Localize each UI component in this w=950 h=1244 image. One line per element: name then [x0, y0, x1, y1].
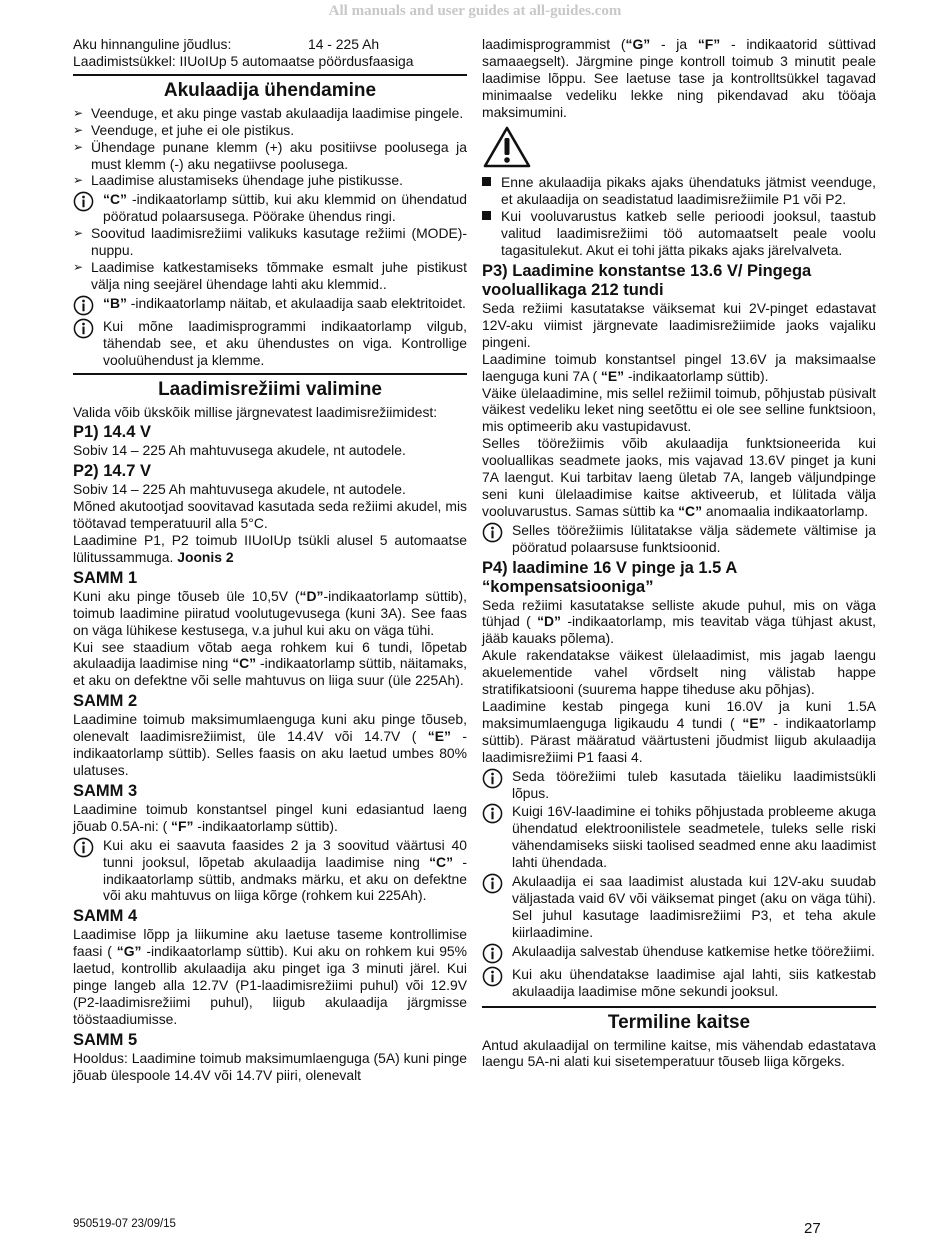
p2-title: P2) 14.7 V	[73, 462, 151, 481]
p2-text: Sobiv 14 – 225 Ah mahtuvusega akudele, nt autodele.	[73, 481, 406, 498]
p4-text: Laadimine kestab pingega kuni 16.0V ja kuni 1.5A maksimumlaenguga ligikaudu 4 tundi ( “E” - indikaatorlamp süttib). Pärast määratud väärtusteni jõudmist liigub akulaadija laadimisrežiimi P1 faasi 4.	[482, 698, 877, 765]
info-note: Kui aku ei saavuta faasides 2 ja 3 soovitud väärtusi 40 tunni jooksul, lõpetab akulaadija laadimise ning “C” -indikaatorlamp süttib, andmaks märku, et aku on defektne või aku mahtuvus on liiga kõrge (rohkem kui 225Ah).	[73, 837, 467, 905]
step4-title: SAMM 4	[73, 907, 138, 926]
arrow-bullet-icon: ➢	[73, 105, 84, 120]
left-column	[73, 36, 467, 1084]
info-note: Akulaadija ei saa laadimist alustada kui 12V-aku suudab väljastada vaid 6V või väiksemat pinget (aku on väga tühi). Sel juhul kasutage laadimisrežiimi P3, et teha akule kiirlaadimine.	[482, 873, 876, 941]
info-note: “C” -indikaatorlamp süttib, kui aku klemmid on ühendatud pööratud polaarsusega. Pöörake ühendus ringi.	[73, 191, 467, 225]
step5-continued: laadimisprogrammist (“G” - ja “F” - indikaatorid süttivad samaaegselt). Järgmine pinge kontroll toimub 3 minutit peale laadimise lõppu. See laetuse tase ja kontrolltsükkel tagavad minimaalse vedeliku lekke ning pikendavad aku tööaja maksimumini.	[482, 36, 876, 120]
info-icon	[482, 768, 512, 789]
warning-item: Kui vooluvarustus katkeb selle perioodi jooksul, taastub valitud laadimisrežiimi töö automaatselt peale voolu tagasitulekut. Akut ei tohi jätta pikaks ajaks järelvalveta.	[482, 208, 876, 259]
spec-capacity	[73, 36, 467, 53]
heading-thermal: Termiline kaitse	[482, 1006, 876, 1037]
list-item: ➢ Veenduge, et aku pinge vastab akulaadija laadimise pingele.	[73, 104, 464, 121]
p1-title: P1) 14.4 V	[73, 423, 151, 442]
arrow-bullet-icon: ➢	[73, 226, 84, 241]
p3-title: P3) Laadimine konstantse 13.6 V/ Pingega vooluallikaga 212 tundi	[482, 261, 812, 299]
info-icon	[73, 318, 103, 339]
p4-text: Akule rakendatakse väikest ülelaadimist, mis jagab laengu akuelementide vahel võrdselt ning välistab happe stratifikatsiooni (suurema happe tiheduse aku põhjas).	[482, 647, 876, 698]
info-note: Seda töörežiimi tuleb kasutada täieliku laadimistsükli lõpus.	[482, 768, 876, 802]
p2-text: Mõned akutootjad soovitavad kasutada seda režiimi akudel, mis töötavad temperatuuril alla 5°C.	[73, 498, 467, 532]
info-icon	[482, 803, 512, 824]
step4-text: Laadimise lõpp ja liikumine aku laetuse taseme kontrollimise faasi ( “G” -indikaatorlamp süttib). Kui aku on rohkem kui 95% laetud, kontrollib akulaadija aku pinget iga 3 minuti järel. Kui pinge langeb alla 12.7V (P1-laadimisrežiimi puhul) või 12.9V (P2-laadimisrežiimi puhul), liigub akulaadija järgmisse tööstaadiumisse.	[73, 926, 467, 1027]
list-item: ➢ Laadimise katkestamiseks tõmmake esmalt juhe pistikust välja ning seejärel ühendage lahti aku klemmid..	[73, 258, 467, 292]
info-note: Selles töörežiimis lülitatakse välja sädemete vältimise ja pööratud polaarsuse funktsioonid.	[482, 522, 876, 556]
p1-text: Sobiv 14 – 225 Ah mahtuvusega akudele, nt autodele.	[73, 442, 406, 459]
p3-text: Selles töörežiimis võib akulaadija funktsioneerida kui vooluallikas seadmete jaoks, mis vajavad 13.6V pinget ja kuni 7A laengut. Kui tarbitav laeng ületab 7A, langeb väljundpinge seni kuni ülelaadimise kaitse aktiveerub, et lülitada välja vooluvarustus. Samas süttib ka “C” anomaalia indikaatorlamp.	[482, 435, 876, 519]
p3-text: Laadimine toimub konstantsel pingel 13.6V ja maksimaalse laenguga kuni 7A ( “E” -indikaatorlamp süttib).	[482, 350, 876, 384]
heading-select-mode: Laadimisrežiimi valimine	[73, 373, 467, 404]
p2-text: Laadimine P1, P2 toimub IIUoIUp tsükli alusel 5 automaatse lülitussammuga. Joonis 2	[73, 532, 467, 565]
arrow-bullet-icon: ➢	[73, 122, 84, 137]
page-number: 27	[804, 1220, 821, 1237]
info-icon	[73, 191, 103, 212]
thermal-text: Antud akulaadijal on termiline kaitse, mis vähendab edastatava laengu 5A-ni alati kui sisetemperatuur tõuseb liiga kõrgeks.	[482, 1036, 876, 1070]
list-item: ➢ Laadimise alustamiseks ühendage juhe pistikusse.	[73, 172, 403, 189]
info-icon	[482, 522, 512, 543]
spec-capacity-label: Aku hinnanguline jõudlus:	[73, 36, 232, 52]
info-icon	[482, 943, 512, 964]
warning-item: Enne akulaadija pikaks ajaks ühendatuks jätmist veenduge, et akulaadija on seadistatud laadimisrežiimile P1 või P2.	[482, 174, 876, 208]
list-item: ➢ Veenduge, et juhe ei ole pistikus.	[73, 121, 295, 138]
watermark: All manuals and user guides at all-guides.com	[328, 3, 622, 19]
document-code: 950519-07 23/09/15	[73, 1218, 176, 1230]
info-icon	[73, 295, 103, 316]
p4-text: Seda režiimi kasutatakse selliste akude puhul, mis on väga tühjad ( “D” -indikaatorlamp, mis teavitab väga tühjast akust, jääb kauaks põlema).	[482, 596, 876, 647]
step1-text: Kuni aku pinge tõuseb üle 10,5V (“D”-indikaatorlamp süttib), toimub laadimine piiratud voolutugevusega (kuni 3A). See faas on väga lühikese kestusega, v.a juhul kui aku on väga tühi.	[73, 587, 467, 638]
step1-text: Kui see staadium võtab aega rohkem kui 6 tundi, lõpetab akulaadija laadimise ning “C” -indikaatorlamp süttib, näitamaks, et aku on defektne või selle mahtuvus on liiga suur (üle 225Ah).	[73, 638, 467, 689]
list-item: ➢ Soovitud laadimisrežiimi valikuks kasutage režiimi (MODE)-nuppu.	[73, 225, 467, 259]
square-bullet-icon	[482, 208, 501, 220]
info-note: Akulaadija salvestab ühenduse katkemise hetke töörežiimi.	[482, 943, 876, 964]
warning-triangle-icon	[482, 125, 876, 173]
step2-title: SAMM 2	[73, 692, 138, 711]
step1-title: SAMM 1	[73, 568, 138, 587]
step5-title: SAMM 5	[73, 1030, 138, 1049]
select-intro: Valida võib ükskõik millise järgnevatest laadimisrežiimidest:	[73, 403, 438, 420]
p4-title: P4) laadimine 16 V pinge ja 1.5 A “kompensatsiooniga”	[482, 558, 737, 596]
square-bullet-icon	[482, 174, 501, 186]
right-column	[482, 36, 876, 1070]
spec-cycle: Laadimistsükkel: IIUoIUp 5 automaatse pöördusfaasiga	[73, 52, 414, 69]
step3-title: SAMM 3	[73, 781, 138, 800]
list-item: ➢ Ühendage punane klemm (+) aku positiivse poolusega ja must klemm (-) aku negatiivse poolusega.	[73, 138, 467, 172]
arrow-bullet-icon: ➢	[73, 173, 84, 188]
heading-connect: Akulaadija ühendamine	[73, 74, 467, 105]
info-note: Kui mõne laadimisprogrammi indikaatorlamp vilgub, tähendab see, et aku ühendustes on viga. Kontrollige vooluühendust ja klemme.	[73, 318, 467, 369]
step5-text: Hooldus: Laadimine toimub maksimumlaenguga (5A) kuni pinge jõuab ülespoole 14.4V või 14.7V piiri, olenevalt	[73, 1049, 467, 1083]
info-icon	[482, 873, 512, 894]
info-note: “B” -indikaatorlamp näitab, et akulaadija saab elektritoidet.	[73, 295, 467, 316]
arrow-bullet-icon: ➢	[73, 139, 84, 154]
step2-text: Laadimine toimub maksimumlaenguga kuni aku pinge tõuseb, olenevalt laadimisrežiimist, üle 14.4V või 14.7V ( “E” -indikaatorlamp süttib). Selles faasis on aku laetud umbes 80% ulatuses.	[73, 711, 467, 778]
info-note: Kui aku ühendatakse laadimise ajal lahti, siis katkestab akulaadija laadimise mõne sekundi jooksul.	[482, 966, 876, 1000]
info-icon	[73, 837, 103, 858]
info-note: Kuigi 16V-laadimine ei tohiks põhjustada probleeme akuga ühendatud elektroonilistele seadmetele, tuleks selle riski vähendamiseks siiski taolised seadmed enne aku laadimist lahti ühendada.	[482, 803, 876, 871]
spec-capacity-value: 14 - 225 Ah	[308, 36, 380, 52]
p3-text: Väike ülelaadimine, mis sellel režiimil toimub, põhjustab püsivalt väikest vedeliku leket ning seetõttu ei ole see selline funktsioon, mis optimeerib aku vastupidavust.	[482, 384, 876, 435]
step3-text: Laadimine toimub konstantsel pingel kuni edasiantud laeng jõuab 0.5A-ni: ( “F” -indikaatorlamp süttib).	[73, 800, 467, 834]
info-icon	[482, 966, 512, 987]
arrow-bullet-icon: ➢	[73, 259, 84, 274]
p3-text: Seda režiimi kasutatakse väiksemat kui 2V-pinget edastavat 12V-aku viimist järgnevate laadimisrežiimide jaoks vajaliku pingeni.	[482, 299, 876, 350]
